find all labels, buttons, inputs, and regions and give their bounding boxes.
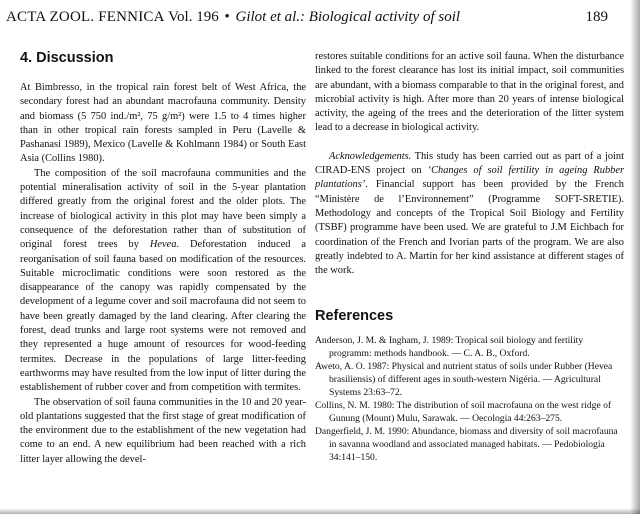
right-column bbox=[315, 50, 624, 464]
journal-name: ACTA ZOOL. FENNICA bbox=[6, 9, 165, 25]
reference-item: Anderson, J. M. & Ingham, J. 1989: Tropical soil biology and fertility programm: methods handbook. — C. A. B., Oxford. bbox=[315, 335, 584, 360]
reference-item: Dangerfield, J. M. 1990: Abundance, biomass and diversity of soil macrofauna in savanna woodland and associated managed habitats. — Pedobiologia 34:141–150. bbox=[315, 426, 618, 464]
paragraph-1: At Bimbresso, in the tropical rain forest belt of West Africa, the secondary forest had an abundant macrofauna community. Density and biomass (5 750 ind./m², 75 g/m²) were 1.5 to 4 times higher than in other tropical rain forests sampled in Peru (Lavelle & Pashanasi 1989), Mexico (Lavelle & Kohlmann 1984) or South East Asia (Collins 1980). bbox=[20, 82, 306, 165]
paragraph-2-rest: . Deforestation induced a reorganisation of soil fauna based on modification of the resources. Suitable microclimatic conditions were soon restored as the disappearance of the canopy was rapidly compensated by the development of a legume cover and soil macrofauna did not seem to have been greatly damaged by the land clearing. After clearing the forest, dead trunks and large root systems were not removed and they represented a huge amount of resources for wood-feeding termites. Decrease in the populations of large litter-feeding earthworms may have resulted from the low input of litter during the establishement of rubber cover and from competition with termites. bbox=[20, 239, 306, 394]
reference-item: Aweto, A. O. 1987: Physical and nutrient status of soils under Rubber (Hevea brasiliensis) of different ages in south-western Nigéria. — Agricultural Systems 23:63–72. bbox=[315, 361, 613, 399]
section-title: 4. Discussion bbox=[20, 50, 114, 66]
references-title: References bbox=[315, 308, 394, 325]
paragraph-3: The observation of soil fauna communities in the 10 and 20 year-old plantations suggested that the first stage of great modification of the environment due to the establishment of the new vegetation had come to an end. A new equilibrium had been reached with a rich litter layer allowing the devel- bbox=[20, 396, 306, 465]
page-edge-shadow bbox=[630, 0, 640, 514]
acknowledgements bbox=[315, 150, 624, 279]
ack-part-1: This study has been carried out as part of a joint CIRAD-ENS project on bbox=[315, 150, 624, 177]
reference-item: Collins, N. M. 1980: The distribution of soil macrofauna on the west ridge of Gunung (Mount) Mulu, Sarawak. — Oecologia 44:263–275. bbox=[315, 400, 612, 425]
ack-part-2: . Financial support has been provided by the French “Ministère de l’Environnement” (Programme SOFT-SRETIE). Methodology and concepts of the Tropical Soil Biology and Fertility (TSBF) programme have been used. We are grateful to J.M Eichbach for coordination of the French and Ivorian parts of the program. We are also greatly indebted to A. Martin for her kind assistance at different stages of the work. bbox=[315, 179, 624, 277]
volume: Vol. 196 bbox=[168, 9, 219, 25]
hevea-term: Hevea bbox=[149, 239, 177, 251]
paragraph-2 bbox=[20, 167, 306, 396]
discussion-continuation: restores suitable conditions for an active soil fauna. When the disturbance linked to the forest clearance has lost its initial impact, soil communities are abundant, with a biomass comparable to that in the original forest, and microbial activity is high. After more than 20 years of intense biological activity, the ageing of the trees and the deterioration of the litter system lead to a decrease in biological activity. bbox=[315, 51, 624, 134]
running-header bbox=[6, 6, 616, 28]
left-column bbox=[20, 81, 306, 467]
ack-label: Acknowledgements. bbox=[329, 150, 412, 162]
references-list bbox=[315, 334, 624, 464]
paragraph-2-start: The composition of the soil macrofauna communities and the potential mineralisation activity of soil in the 5-year plantation differed greatly from the original forest and the older plots. The increase of biological activity in this plot may have been simply a consequence of the deforestation rather than of substitution of original forest trees by bbox=[20, 167, 306, 251]
page-bottom-shadow bbox=[0, 508, 640, 514]
authors-title: Gilot et al.: Biological activity of soil bbox=[235, 9, 461, 25]
ack-project-title: ‘Changes of soil fertility in ageing Rubber plantations’ bbox=[315, 165, 624, 191]
header-bullet: • bbox=[224, 9, 230, 25]
page-number: 189 bbox=[585, 9, 608, 25]
